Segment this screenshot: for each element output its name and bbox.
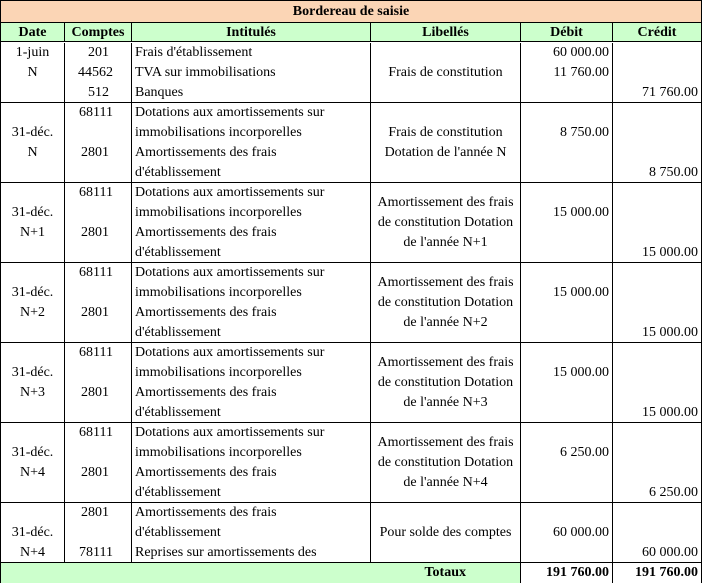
entry-cell: [132, 263, 371, 343]
account-number: 201: [88, 45, 109, 60]
account-title: Reprises sur amortissements des: [135, 545, 317, 560]
entry-date: 1-juin: [15, 45, 50, 60]
account-title: immobilisations incorporelles: [135, 125, 302, 140]
totals-label: Totaux: [1, 563, 521, 583]
entry-label: Amortissement des frais: [377, 195, 514, 210]
entry-label: de constitution Dotation: [377, 215, 514, 230]
entry-date: 31-déc.: [11, 445, 54, 460]
table-title: Bordereau de saisie: [1, 1, 701, 23]
entry-cell: [521, 423, 613, 503]
entry-cell: [613, 423, 701, 503]
entry-date: N+4: [19, 465, 45, 480]
account-title: d'établissement: [135, 525, 221, 540]
total-debit: 191 760.00: [521, 563, 613, 583]
entry-cell: [521, 103, 613, 183]
account-title: Dotations aux amortissements sur: [135, 345, 325, 360]
entry-cell: [132, 503, 371, 563]
account-title: Amortissements des frais: [135, 145, 277, 160]
entry-label: Dotation de l'année N: [384, 145, 507, 160]
entry-cell: [613, 103, 701, 183]
entry-date: N+3: [19, 385, 45, 400]
entry-label: de l'année N+1: [403, 235, 488, 250]
entry-cell: [65, 423, 132, 503]
entry-label: de l'année N+2: [403, 315, 488, 330]
account-number: 2801: [81, 465, 109, 480]
credit-amount: 8 750.00: [649, 165, 698, 180]
account-title: Dotations aux amortissements sur: [135, 425, 325, 440]
entry-date: N+1: [19, 225, 45, 240]
account-number: 2801: [81, 385, 109, 400]
entry-cell: [132, 103, 371, 183]
account-title: d'établissement: [135, 165, 221, 180]
entry-label: Amortissement des frais: [377, 275, 514, 290]
entry-label: Amortissement des frais: [377, 355, 514, 370]
account-number: 68111: [79, 345, 113, 360]
account-title: immobilisations incorporelles: [135, 285, 302, 300]
entry-cell: [613, 503, 701, 563]
account-title: Amortissements des frais: [135, 305, 277, 320]
entry-cell: [65, 263, 132, 343]
account-title: Dotations aux amortissements sur: [135, 185, 325, 200]
account-title: Amortissements des frais: [135, 385, 277, 400]
account-title: immobilisations incorporelles: [135, 445, 302, 460]
entry-cell: [521, 183, 613, 263]
account-number: 2801: [81, 505, 109, 520]
debit-header: Débit: [521, 23, 613, 42]
account-number: 68111: [79, 105, 113, 120]
entry-cell: [65, 183, 132, 263]
entry-cell: [613, 263, 701, 343]
entry-cell: [1, 103, 65, 183]
entry-date: 31-déc.: [11, 285, 54, 300]
entry-label: de l'année N+3: [403, 395, 488, 410]
entry-label: Frais de constitution: [388, 65, 503, 80]
entry-cell: [613, 183, 701, 263]
account-title: immobilisations incorporelles: [135, 365, 302, 380]
entry-cell: [613, 343, 701, 423]
entry-date: N+4: [19, 545, 45, 560]
entry-cell: [371, 503, 521, 563]
entry-cell: [65, 103, 132, 183]
entry-cell: [132, 343, 371, 423]
entry-cell: [613, 43, 701, 103]
account-title: TVA sur immobilisations: [135, 65, 276, 80]
debit-amount: 15 000.00: [553, 285, 609, 300]
entry-cell: [371, 103, 521, 183]
account-number: 68111: [79, 185, 113, 200]
account-title: d'établissement: [135, 325, 221, 340]
account-title: d'établissement: [135, 405, 221, 420]
account-title: d'établissement: [135, 485, 221, 500]
entry-cell: [1, 343, 65, 423]
entry-date: N: [27, 65, 38, 80]
total-credit: 191 760.00: [613, 563, 701, 583]
account-number: 68111: [79, 265, 113, 280]
entry-date: N: [27, 145, 38, 160]
entry-cell: [1, 503, 65, 563]
entry-cell: [371, 263, 521, 343]
entry-cell: [1, 263, 65, 343]
account-number: 78111: [79, 545, 113, 560]
entry-label: Frais de constitution: [388, 125, 503, 140]
account-number: 512: [88, 85, 109, 100]
libelles-header: Libellés: [371, 23, 521, 42]
entry-cell: [132, 183, 371, 263]
debit-amount: 60 000.00: [553, 525, 609, 540]
entry-date: 31-déc.: [11, 365, 54, 380]
debit-amount: 6 250.00: [560, 445, 609, 460]
entry-date: 31-déc.: [11, 525, 54, 540]
entry-label: de l'année N+4: [403, 475, 488, 490]
debit-amount: 8 750.00: [560, 125, 609, 140]
entry-cell: [65, 503, 132, 563]
credit-amount: 15 000.00: [642, 325, 698, 340]
entry-cell: [521, 263, 613, 343]
credit-amount: 15 000.00: [642, 245, 698, 260]
credit-amount: 60 000.00: [642, 545, 698, 560]
entry-cell: [132, 43, 371, 103]
entry-label: Pour solde des comptes: [379, 525, 512, 540]
debit-amount: 60 000.00: [553, 45, 609, 60]
credit-amount: 71 760.00: [642, 85, 698, 100]
entry-cell: [1, 183, 65, 263]
credit-amount: 6 250.00: [649, 485, 698, 500]
account-number: 2801: [81, 225, 109, 240]
intitules-header: Intitulés: [132, 23, 371, 42]
entry-cell: [65, 343, 132, 423]
entry-date: N+2: [19, 305, 45, 320]
credit-header: Crédit: [613, 23, 701, 42]
account-title: Frais d'établissement: [135, 45, 253, 60]
entry-cell: [1, 423, 65, 503]
account-title: Amortissements des frais: [135, 505, 277, 520]
entry-cell: [371, 423, 521, 503]
entry-date: 31-déc.: [11, 205, 54, 220]
entry-cell: [371, 43, 521, 103]
entry-date: 31-déc.: [11, 125, 54, 140]
entry-label: de constitution Dotation: [377, 455, 514, 470]
account-title: immobilisations incorporelles: [135, 205, 302, 220]
account-title: d'établissement: [135, 245, 221, 260]
account-number: 2801: [81, 145, 109, 160]
credit-amount: 15 000.00: [642, 405, 698, 420]
entry-cell: [521, 343, 613, 423]
entry-cell: [1, 43, 65, 103]
account-number: 2801: [81, 305, 109, 320]
entry-label: Amortissement des frais: [377, 435, 514, 450]
account-number: 68111: [79, 425, 113, 440]
entry-cell: [65, 43, 132, 103]
date-header: Date: [1, 23, 65, 42]
entry-label: de constitution Dotation: [377, 295, 514, 310]
account-title: Amortissements des frais: [135, 465, 277, 480]
account-title: Banques: [135, 85, 184, 100]
entry-cell: [521, 503, 613, 563]
entry-label: de constitution Dotation: [377, 375, 514, 390]
entry-cell: [132, 423, 371, 503]
account-title: Dotations aux amortissements sur: [135, 265, 325, 280]
account-title: Dotations aux amortissements sur: [135, 105, 325, 120]
debit-amount: 11 760.00: [553, 65, 609, 80]
accounts-header: Comptes: [65, 23, 132, 42]
account-title: Amortissements des frais: [135, 225, 277, 240]
entry-cell: [371, 183, 521, 263]
debit-amount: 15 000.00: [553, 205, 609, 220]
debit-amount: 15 000.00: [553, 365, 609, 380]
entry-cell: [521, 43, 613, 103]
account-number: 44562: [78, 65, 113, 80]
entry-cell: [371, 343, 521, 423]
